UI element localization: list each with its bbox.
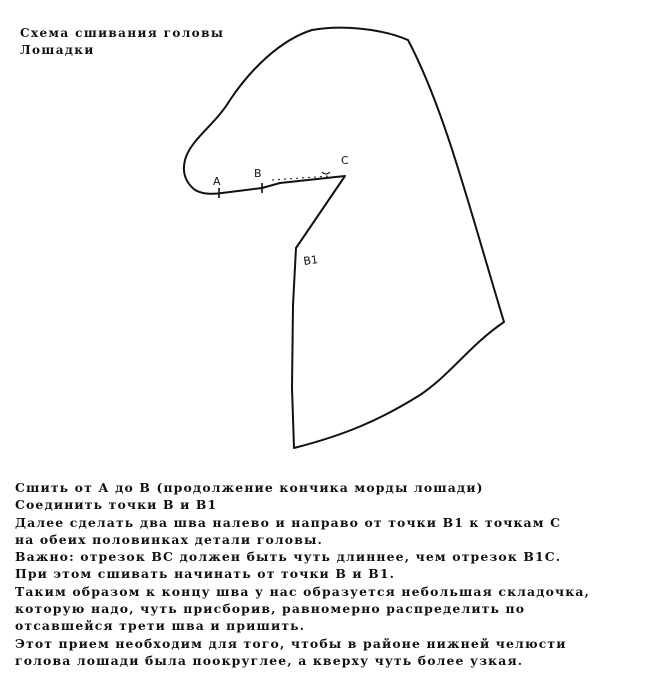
instruction-line: на обеих половинках детали головы. — [15, 531, 323, 547]
label-a: A — [213, 175, 221, 188]
seam-tick-mark — [322, 172, 330, 174]
instruction-line: Таким образом к концу шва у нас образуется небольшая складочка, — [15, 583, 591, 599]
instructions-text — [15, 479, 640, 669]
instruction-line: Далее сделать два шва налево и направо от точки В1 к точкам С — [15, 514, 562, 530]
instruction-line: которую надо, чуть присборив, равномерно распределить по — [15, 601, 526, 617]
title-line-2: Лошадки — [20, 43, 95, 57]
label-c: C — [341, 154, 349, 167]
instruction-line: При этом сшивать начинать от точки В и В1. — [15, 566, 396, 582]
instruction-line: отсавшейся трети шва и пришить. — [15, 618, 306, 634]
pattern-outline — [184, 28, 504, 448]
instruction-line: Соединить точки В и В1 — [15, 497, 218, 513]
instruction-line: Этот прием необходим для того, чтобы в районе нижней челюсти — [15, 635, 567, 651]
label-b1: B1 — [302, 253, 319, 268]
label-b: B — [254, 167, 262, 180]
title-line-1: Схема сшивания головы — [20, 26, 225, 40]
instruction-line: Важно: отрезок ВС должен быть чуть длиннее, чем отрезок В1С. — [15, 549, 562, 565]
instruction-line: Сшить от А до В (продолжение кончика морды лошади) — [15, 480, 484, 495]
instruction-line: голова лошади была поокруглее, а кверху чуть более узкая. — [15, 652, 524, 668]
